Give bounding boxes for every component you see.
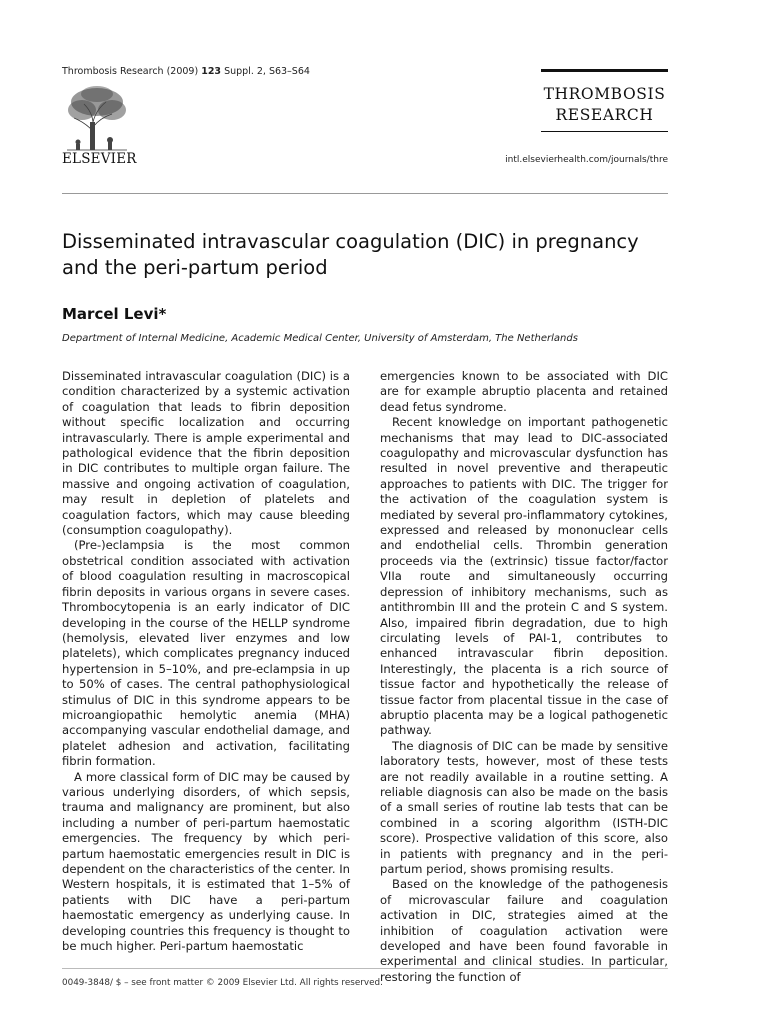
article-title: Disseminated intravascular coagulation (DIC) in pregnancy and the peri-partum period: [62, 230, 639, 279]
paragraph: A more classical form of DIC may be caused by various underlying disorders, of which sepsis, trauma and malignancy are prominent, but also including a number of peri-partum haemostatic emergencies. The frequency by which peri-partum haemostatic emergencies result in DIC is dependent on the characteristics of the center. In Western hospitals, it is estimated that 1–5% of patients with DIC have a peri-partum haemostatic emergency as underlying cause. In developing countries this frequency is thought to be much higher. Peri-partum haemostatic: [62, 769, 350, 954]
citation-volume: 123: [201, 66, 222, 77]
body-column-left: [62, 369, 350, 954]
publisher-wordmark: ELSEVIER: [62, 151, 137, 167]
body-column-right: [380, 369, 668, 985]
citation-prefix: Thrombosis Research (2009): [62, 66, 202, 77]
journal-bottom-rule: [541, 131, 668, 132]
journal-name-line2: RESEARCH: [555, 106, 654, 124]
journal-name: [541, 84, 668, 126]
citation-suffix: Suppl. 2, S63–S64: [221, 66, 310, 77]
paragraph: Recent knowledge on important pathogenetic mechanisms that may lead to DIC-associated coagulopathy and microvascular dysfunction has resulted in novel preventive and therapeutic approaches to patients with DIC. The trigger for the activation of the coagulation system is mediated by several pro-inflammatory cytokines, expressed and released by mononuclear cells and endothelial cells. Thrombin generation proceeds via the (extrinsic) tissue factor/factor VIIa route and simultaneously occurring depression of inhibitory mechanisms, such as antithrombin III and the protein C and S system. Also, impaired fibrin degradation, due to high circulating levels of PAI-1, contributes to enhanced intravascular fibrin deposition. Interestingly, the placenta is a rich source of tissue factor and hypothetically the release of tissue factor from placental tissue in the case of abruptio placenta may be a logical pathogenetic pathway.: [380, 415, 668, 738]
journal-url[interactable]: intl.elsevierhealth.com/journals/thre: [505, 155, 668, 165]
journal-name-line1: THROMBOSIS: [543, 85, 666, 103]
journal-top-rule: [541, 69, 668, 72]
footer-divider: [62, 968, 668, 969]
paragraph: Based on the knowledge of the pathogenesis of microvascular failure and coagulation activation in DIC, strategies aimed at the inhibition of coagulation activation were developed and have been found favorable in experimental and clinical studies. In particular, restoring the function of: [380, 877, 668, 984]
header-divider: [62, 193, 668, 194]
paragraph: (Pre-)eclampsia is the most common obstetrical condition associated with activation of blood coagulation resulting in macroscopical fibrin deposits in various organs in severe cases. Thrombocytopenia is an early indicator of DIC developing in the course of the HELLP syndrome (hemolysis, elevated liver enzymes and low platelets), which complicates pregnancy induced hypertension in 5–10%, and pre-eclampsia in up to 50% of cases. The central pathophysiological stimulus of DIC in this syndrome appears to be microangiopathic hemolytic anemia (MHA) accompanying vascular endothelial damage, and platelet adhesion and activation, facilitating fibrin formation.: [62, 538, 350, 769]
paragraph: emergencies known to be associated with DIC are for example abruptio placenta and retained dead fetus syndrome.: [380, 369, 668, 414]
author-affiliation: Department of Internal Medicine, Academic Medical Center, University of Amsterdam, The Netherlands: [62, 333, 578, 344]
author-name: Marcel Levi*: [62, 305, 167, 323]
paragraph: Disseminated intravascular coagulation (DIC) is a condition characterized by a systemic activation of coagulation that leads to fibrin deposition without specific localization and occurring intravascularly. There is ample experimental and pathological evidence that the fibrin deposition in DIC contributes to multiple organ failure. The massive and ongoing activation of coagulation, may result in depletion of platelets and coagulation factors, which may cause bleeding (consumption coagulopathy).: [62, 369, 350, 538]
paragraph: The diagnosis of DIC can be made by sensitive laboratory tests, however, most of these tests are not readily available in a routine setting. A reliable diagnosis can also be made on the basis of a small series of routine lab tests that can be combined in a scoring algorithm (ISTH-DIC score). Prospective validation of this score, also in patients with pregnancy and in the peri-partum period, shows promising results.: [380, 738, 668, 876]
journal-citation: [62, 66, 310, 77]
elsevier-tree-logo: [62, 82, 132, 152]
copyright-footer: 0049-3848/ $ – see front matter © 2009 Elsevier Ltd. All rights reserved.: [62, 978, 383, 988]
